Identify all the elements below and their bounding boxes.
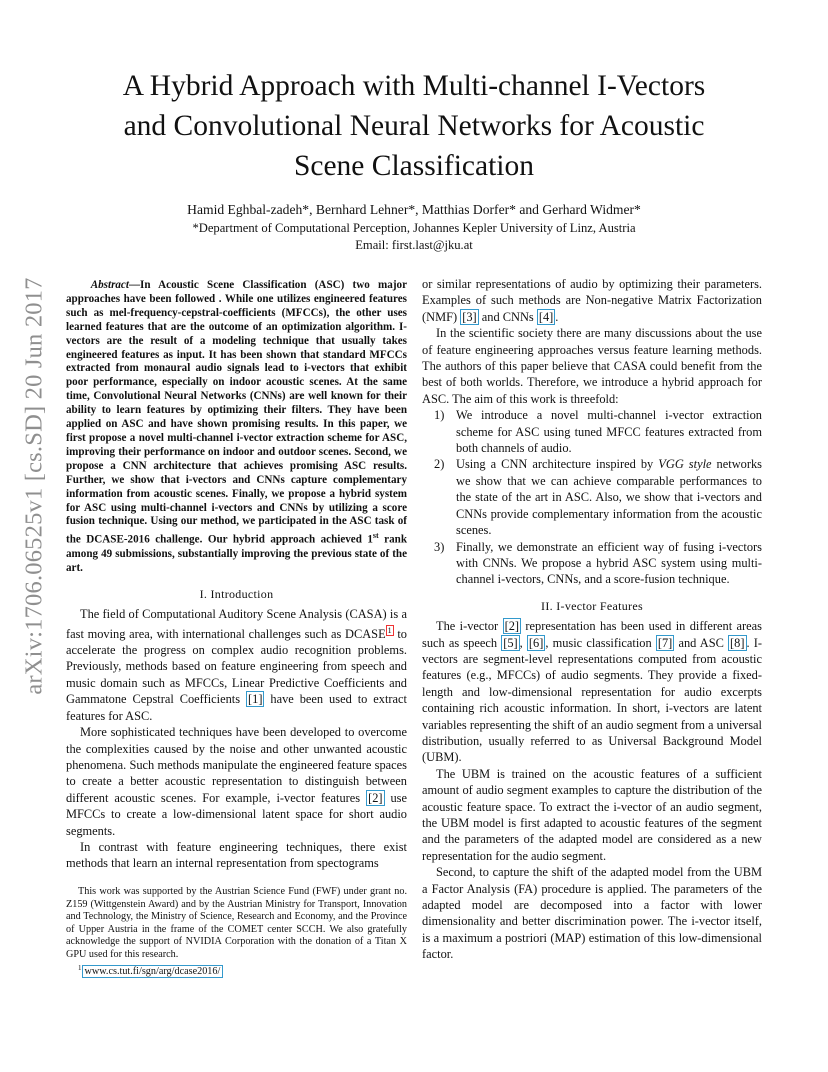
funding-note: This work was supported by the Austrian Science Fund (FWF) under grant no. Z159 (Wittgenstein Award) and by the Austrian Ministry for Transport, Innovation and Technology, the Ministry of Science, Research and Economy, and the Province of Upper Austria in the frame of the COMET center SCCH. We also gratefully acknowledge the support of NVIDIA Corporation with the donation of a Titan X GPU used for this research. <box>66 886 407 960</box>
text-run: More sophisticated techniques have been developed to overcome the complexities caused by the noise and other unwanted acoustic phenomena. Such methods manipulate the engineered feature spaces to create a better acoustic representation to distinguish between different acoustic scenes. For example, i-vector features <box>66 725 407 805</box>
footnote-url-link[interactable]: www.cs.tut.fi/sgn/arg/dcase2016/ <box>82 965 224 978</box>
intro-paragraph: In contrast with feature engineering techniques, there exist methods that learn an internal representation from spectograms <box>66 839 407 871</box>
text-run: The field of Computational Auditory Scene Analysis (CASA) is a fast moving area, with international challenges such as DCASE <box>66 607 407 641</box>
footnote-link[interactable]: 1 <box>387 625 392 635</box>
footnotes <box>66 886 407 979</box>
list-number: 2) <box>434 457 445 472</box>
text-run: and CNNs <box>478 309 537 324</box>
ivector-paragraph: Second, to capture the shift of the adapted model from the UBM a Factor Analysis (FA) procedure is applied. The parameters of the adapted model are decomposed into a factor with lower dimensionality and better discrimination power. The i-vector itself, is a maximum a postriori (MAP) estimation of this low-dimensional factor. <box>422 865 762 962</box>
text-run: use MFCCs to create a low-dimensional latent space for short audio segments. <box>66 790 407 838</box>
text-run: The i-vector <box>436 619 503 634</box>
text-run: . I-vectors are segment-level representations computed from acoustic features (e.g., MFCCs) of audio segments. They provide a fixed-length and low-dimensional representation for audio excerpts containing rich acoustic information. In short, i-vectors are latent variables representing the shift of an audio segment from a universal distribution, usually referred to as Universal Background Model (UBM). <box>422 635 762 765</box>
list-item <box>422 456 762 538</box>
text-run: , music classification <box>545 635 656 650</box>
list-text: We introduce a novel multi-channel i-vector extraction scheme for ASC using tuned MFCC features extracted from both channels of audio. <box>456 408 762 456</box>
intro-paragraph-continued <box>422 276 762 325</box>
intro-paragraph <box>66 724 407 839</box>
left-column <box>66 279 407 872</box>
intro-paragraph: In the scientific society there are many discussions about the use of feature engineering approaches versus feature learning methods. The authors of this paper believe that CASA could benefit from the best of both worlds. Therefore, we introduce a hybrid approach for ASC. The aim of this work is threefold: <box>422 326 762 406</box>
text-run: to accelerate the progress on complex audio recognition problems. Previously, methods based on feature engineering from speech and music domain such as MFCCs, Linear Predictive Coefficients and Gammatone Cepstral Coefficients <box>66 626 407 707</box>
citation-link[interactable]: [7] <box>657 635 673 650</box>
list-item <box>422 407 762 456</box>
title-line: A Hybrid Approach with Multi-channel I-Vectors <box>122 70 706 102</box>
right-column <box>422 276 762 963</box>
list-number: 3) <box>434 539 445 554</box>
paper-title <box>60 66 768 186</box>
text-run: have been used to extract features for ASC. <box>66 692 407 723</box>
title-line: Scene Classification <box>293 150 535 182</box>
section-heading-introduction: I. Introduction <box>199 586 274 601</box>
ivector-paragraph <box>422 618 762 766</box>
intro-paragraph <box>66 606 407 724</box>
affiliation: *Department of Computational Perception, Johannes Kepler University of Linz, Austria <box>192 221 636 235</box>
email: Email: first.last@jku.at <box>355 238 473 252</box>
list-text: Using a CNN architecture inspired by <box>456 457 659 472</box>
text-run: , <box>519 635 527 650</box>
abstract <box>66 279 407 576</box>
arxiv-id-text: arXiv:1706.06525v1 [cs.SD] 20 Jun 2017 <box>21 277 48 695</box>
abstract-text-end: rank among 49 submissions, substantially improving the previous state of the art. <box>66 534 407 574</box>
footnote-mark: 1 <box>78 963 82 972</box>
list-item <box>422 539 762 588</box>
citation-link[interactable]: [1] <box>248 692 263 707</box>
list-text: Finally, we demonstrate an efficient way of fusing i-vectors with CNNs. We propose a hybrid ASC system using multi-channel i-vectors, CNNs, and a score-fusion technique. <box>456 539 762 587</box>
abstract-label: Abstract <box>90 279 129 291</box>
text-run: and ASC <box>674 635 729 650</box>
footnote-1 <box>66 962 407 979</box>
list-emphasis: VGG style <box>658 457 712 472</box>
ivector-paragraph: The UBM is trained on the acoustic features of a sufficient amount of audio segment examples to capture the distribution of the acoustic feature space. To extract the i-vector of an audio segment, the UBM model is first adapted to acoustic features of the segment and the parameters of the adapted model are considered as a new representation for the audio segment. <box>422 766 762 863</box>
abstract-sup: st <box>372 531 379 541</box>
citation-link[interactable]: [2] <box>504 619 520 634</box>
abstract-text: —In Acoustic Scene Classification (ASC) two major approaches have been followed . While one utilizes engineered features such as mel-frequency-cepstral-coefficients (MFCCs), the other uses learned features that are the outcome of an optimization algorithm. I-vectors are the result of a modeling technique that usually takes engineered features as input. It has been shown that standard MFCCs extracted from monaural audio signals lead to i-vectors that exhibit poor performance, especially on indoor acoustic scenes. At the same time, Convolutional Neural Networks (CNNs) are well known for their ability to learn features by optimizing their filters. They have been applied on ASC and have shown promising results. In this paper, we first propose a novel multi-channel i-vector extraction scheme for ASC, improving their performance on indoor and outdoor scenes. Second, we propose a CNN architecture that achieves promising ASC results. Further, we show that i-vectors and CNNs capture complementary information from acoustic scenes. Finally, we propose a hybrid system for ASC using multi-channel i-vectors and CNNs by utilizing a score fusion technique. Using our method, we participated in the ASC task of the DCASE-2016 challenge. Our hybrid approach achieved 1 <box>66 279 407 546</box>
list-number: 1) <box>434 408 445 423</box>
citation-link[interactable]: [5] <box>503 635 518 650</box>
citation-link[interactable]: [8] <box>730 635 745 650</box>
citation-link[interactable]: [4] <box>538 309 554 324</box>
citation-link[interactable]: [2] <box>368 790 383 805</box>
contribution-list <box>422 407 762 587</box>
section-heading-ivector: II. I-vector Features <box>541 598 643 613</box>
list-text: networks we show that we can achieve comparable performances to the state of the art in ASC. Also, we show that i-vectors and CNNs provide complementary information from the acoustic scenes. <box>456 457 762 538</box>
author-list: Hamid Eghbal-zadeh*, Bernhard Lehner*, Matthias Dorfer* and Gerhard Widmer* <box>187 202 641 217</box>
arxiv-identifier <box>18 262 52 710</box>
text-run: . <box>555 309 559 324</box>
text-run: or similar representations of audio by optimizing their parameters. Examples of such methods are Non-negative Matrix Factorization (NMF) <box>422 277 762 324</box>
text-run: representation has been used in different areas such as speech <box>422 619 762 650</box>
citation-link[interactable]: [6] <box>528 635 544 650</box>
title-line: and Convolutional Neural Networks for Acoustic <box>123 110 705 142</box>
citation-link[interactable]: [3] <box>462 309 477 324</box>
